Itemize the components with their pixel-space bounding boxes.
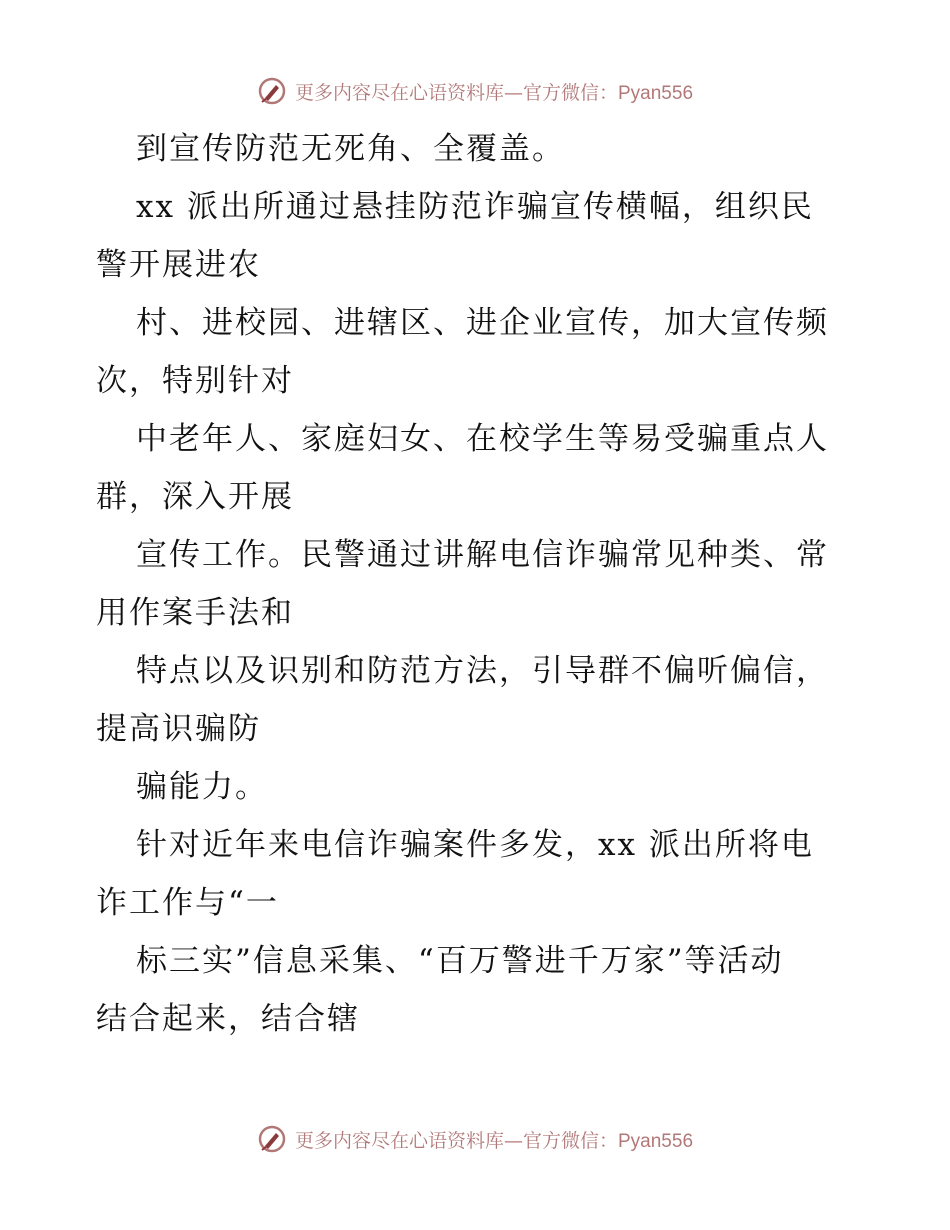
watermark-label: 更多内容尽在心语资料库—官方微信： bbox=[294, 1129, 618, 1152]
text-line: 提高识骗防 bbox=[96, 711, 261, 747]
watermark-wechat-id: Pyan556 bbox=[618, 82, 694, 104]
watermark-text bbox=[295, 78, 693, 105]
document-body bbox=[96, 120, 876, 1048]
text-line: xx 派出所通过悬挂防范诈骗宣传横幅，组织民 bbox=[136, 189, 814, 225]
text-line: 次，特别针对 bbox=[96, 363, 294, 399]
text-line: 村、进校园、进辖区、进企业宣传，加大宣传频 bbox=[136, 305, 829, 341]
watermark-wechat-id: Pyan556 bbox=[618, 1130, 694, 1152]
text-line: 结合起来，结合辖 bbox=[96, 1001, 360, 1037]
watermark-text bbox=[295, 1126, 693, 1153]
watermark-label: 更多内容尽在心语资料库—官方微信： bbox=[294, 81, 618, 104]
pen-logo-icon bbox=[257, 76, 287, 106]
text-line: 针对近年来电信诈骗案件多发，xx 派出所将电 bbox=[136, 827, 814, 863]
text-line: 中老年人、家庭妇女、在校学生等易受骗重点人 bbox=[136, 421, 829, 457]
text-line: 骗能力。 bbox=[136, 769, 268, 805]
text-line: 警开展进农 bbox=[96, 247, 261, 283]
pen-logo-icon bbox=[257, 1124, 287, 1154]
text-line: 宣传工作。民警通过讲解电信诈骗常见种类、常 bbox=[136, 537, 829, 573]
text-line: 到宣传防范无死角、全覆盖。 bbox=[136, 131, 565, 167]
text-line: 群，深入开展 bbox=[96, 479, 294, 515]
text-line: 用作案手法和 bbox=[96, 595, 294, 631]
footer-watermark bbox=[0, 1122, 950, 1156]
text-line: 特点以及识别和防范方法，引导群不偏听偏信， bbox=[136, 653, 829, 689]
header-watermark bbox=[0, 74, 950, 108]
text-line: 标三实”信息采集、“百万警进千万家”等活动 bbox=[136, 943, 784, 979]
text-line: 诈工作与“一 bbox=[96, 885, 279, 921]
